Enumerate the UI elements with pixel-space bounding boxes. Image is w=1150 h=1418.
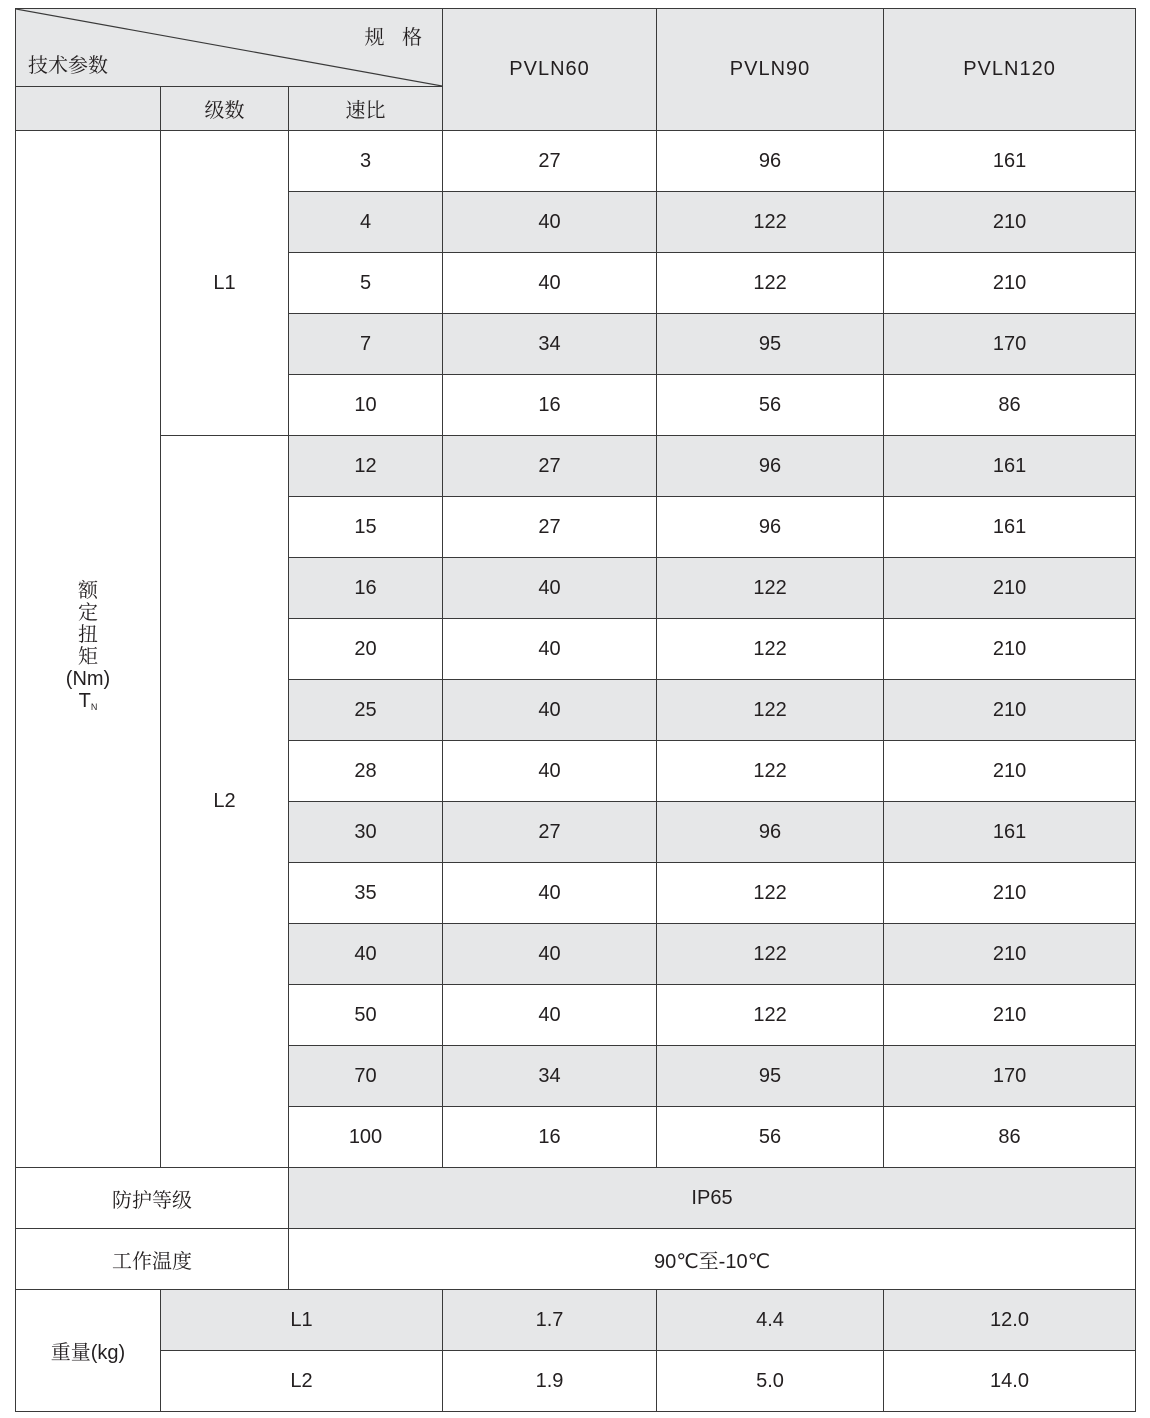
spec-label: 规 格 [364, 27, 429, 49]
spec-table [15, 8, 1136, 1412]
ratio-cell: 25 [289, 680, 443, 741]
torque-value-cell: 96 [657, 436, 884, 497]
ratio-cell: 5 [289, 253, 443, 314]
torque-value-cell: 210 [884, 985, 1136, 1046]
ratio-cell: 40 [289, 924, 443, 985]
torque-symbol: $T_N$ [78, 690, 98, 712]
torque-char: 扭 [78, 624, 98, 646]
temperature-row [16, 1229, 1136, 1290]
torque-value-cell: 34 [443, 314, 657, 375]
torque-value-cell: 161 [884, 802, 1136, 863]
torque-value-cell: 122 [657, 192, 884, 253]
torque-value-cell: 161 [884, 436, 1136, 497]
protection-row [16, 1168, 1136, 1229]
torque-value-cell: 40 [443, 924, 657, 985]
stage-label: L1 [161, 131, 289, 436]
ratio-cell: 4 [289, 192, 443, 253]
torque-value-cell: 122 [657, 863, 884, 924]
torque-value-cell: 95 [657, 1046, 884, 1107]
torque-value-cell: 161 [884, 497, 1136, 558]
torque-value-cell: 34 [443, 1046, 657, 1107]
diagonal-header-cell [16, 9, 443, 87]
ratio-cell: 28 [289, 741, 443, 802]
torque-value-cell: 96 [657, 131, 884, 192]
torque-value-cell: 210 [884, 741, 1136, 802]
stage-label: L2 [161, 436, 289, 1168]
torque-char: 额 [78, 580, 98, 602]
torque-value-cell: 122 [657, 619, 884, 680]
ratio-cell: 70 [289, 1046, 443, 1107]
torque-value-cell: 27 [443, 436, 657, 497]
torque-value-cell: 27 [443, 802, 657, 863]
weight-value-cell: 1.9 [443, 1351, 657, 1412]
torque-value-cell: 122 [657, 558, 884, 619]
ratio-cell: 30 [289, 802, 443, 863]
ratio-cell: 12 [289, 436, 443, 497]
torque-char: 定 [78, 602, 98, 624]
torque-row [16, 436, 1136, 497]
ratio-cell: 50 [289, 985, 443, 1046]
ratio-cell: 15 [289, 497, 443, 558]
weight-value-cell: 14.0 [884, 1351, 1136, 1412]
torque-value-cell: 40 [443, 558, 657, 619]
torque-value-cell: 40 [443, 985, 657, 1046]
torque-value-cell: 161 [884, 131, 1136, 192]
ratio-cell: 7 [289, 314, 443, 375]
weight-value-cell: 1.7 [443, 1290, 657, 1351]
weight-stage: L1 [161, 1290, 443, 1351]
torque-value-cell: 40 [443, 863, 657, 924]
stage-header: 级数 [161, 87, 289, 131]
protection-value: IP65 [289, 1168, 1136, 1229]
torque-value-cell: 56 [657, 1107, 884, 1168]
torque-value-cell: 27 [443, 131, 657, 192]
ratio-cell: 35 [289, 863, 443, 924]
temperature-value: 90℃至-10℃ [289, 1229, 1136, 1290]
torque-value-cell: 40 [443, 680, 657, 741]
weight-value-cell: 5.0 [657, 1351, 884, 1412]
temperature-label: 工作温度 [16, 1229, 289, 1290]
torque-value-cell: 86 [884, 375, 1136, 436]
torque-value-cell: 27 [443, 497, 657, 558]
torque-value-cell: 96 [657, 497, 884, 558]
weight-row [16, 1290, 1136, 1351]
torque-value-cell: 210 [884, 924, 1136, 985]
torque-value-cell: 210 [884, 253, 1136, 314]
torque-unit: (Nm) [65, 668, 111, 690]
weight-label: 重量(kg) [16, 1290, 161, 1412]
blank-header-cell [16, 87, 161, 131]
weight-value-cell: 12.0 [884, 1290, 1136, 1351]
torque-value-cell: 40 [443, 619, 657, 680]
weight-value-cell: 4.4 [657, 1290, 884, 1351]
torque-value-cell: 56 [657, 375, 884, 436]
torque-value-cell: 122 [657, 924, 884, 985]
torque-value-cell: 210 [884, 558, 1136, 619]
torque-value-cell: 96 [657, 802, 884, 863]
torque-value-cell: 86 [884, 1107, 1136, 1168]
ratio-cell: 100 [289, 1107, 443, 1168]
torque-value-cell: 210 [884, 192, 1136, 253]
ratio-cell: 3 [289, 131, 443, 192]
torque-value-cell: 40 [443, 192, 657, 253]
rated-torque-label [16, 131, 161, 1168]
model-header: PVLN120 [884, 9, 1136, 131]
torque-value-cell: 210 [884, 680, 1136, 741]
torque-value-cell: 210 [884, 619, 1136, 680]
torque-value-cell: 16 [443, 1107, 657, 1168]
torque-value-cell: 170 [884, 314, 1136, 375]
torque-value-cell: 122 [657, 253, 884, 314]
protection-label: 防护等级 [16, 1168, 289, 1229]
ratio-cell: 20 [289, 619, 443, 680]
torque-value-cell: 170 [884, 1046, 1136, 1107]
torque-value-cell: 40 [443, 253, 657, 314]
ratio-cell: 16 [289, 558, 443, 619]
torque-value-cell: 122 [657, 741, 884, 802]
torque-value-cell: 122 [657, 680, 884, 741]
torque-value-cell: 40 [443, 741, 657, 802]
param-label: 技术参数 [28, 55, 108, 77]
model-header: PVLN90 [657, 9, 884, 131]
torque-char: 矩 [78, 646, 98, 668]
torque-value-cell: 210 [884, 863, 1136, 924]
torque-value-cell: 16 [443, 375, 657, 436]
torque-value-cell: 95 [657, 314, 884, 375]
model-header: PVLN60 [443, 9, 657, 131]
ratio-cell: 10 [289, 375, 443, 436]
weight-stage: L2 [161, 1351, 443, 1412]
weight-row [16, 1351, 1136, 1412]
ratio-header: 速比 [289, 87, 443, 131]
torque-row [16, 131, 1136, 192]
torque-value-cell: 122 [657, 985, 884, 1046]
